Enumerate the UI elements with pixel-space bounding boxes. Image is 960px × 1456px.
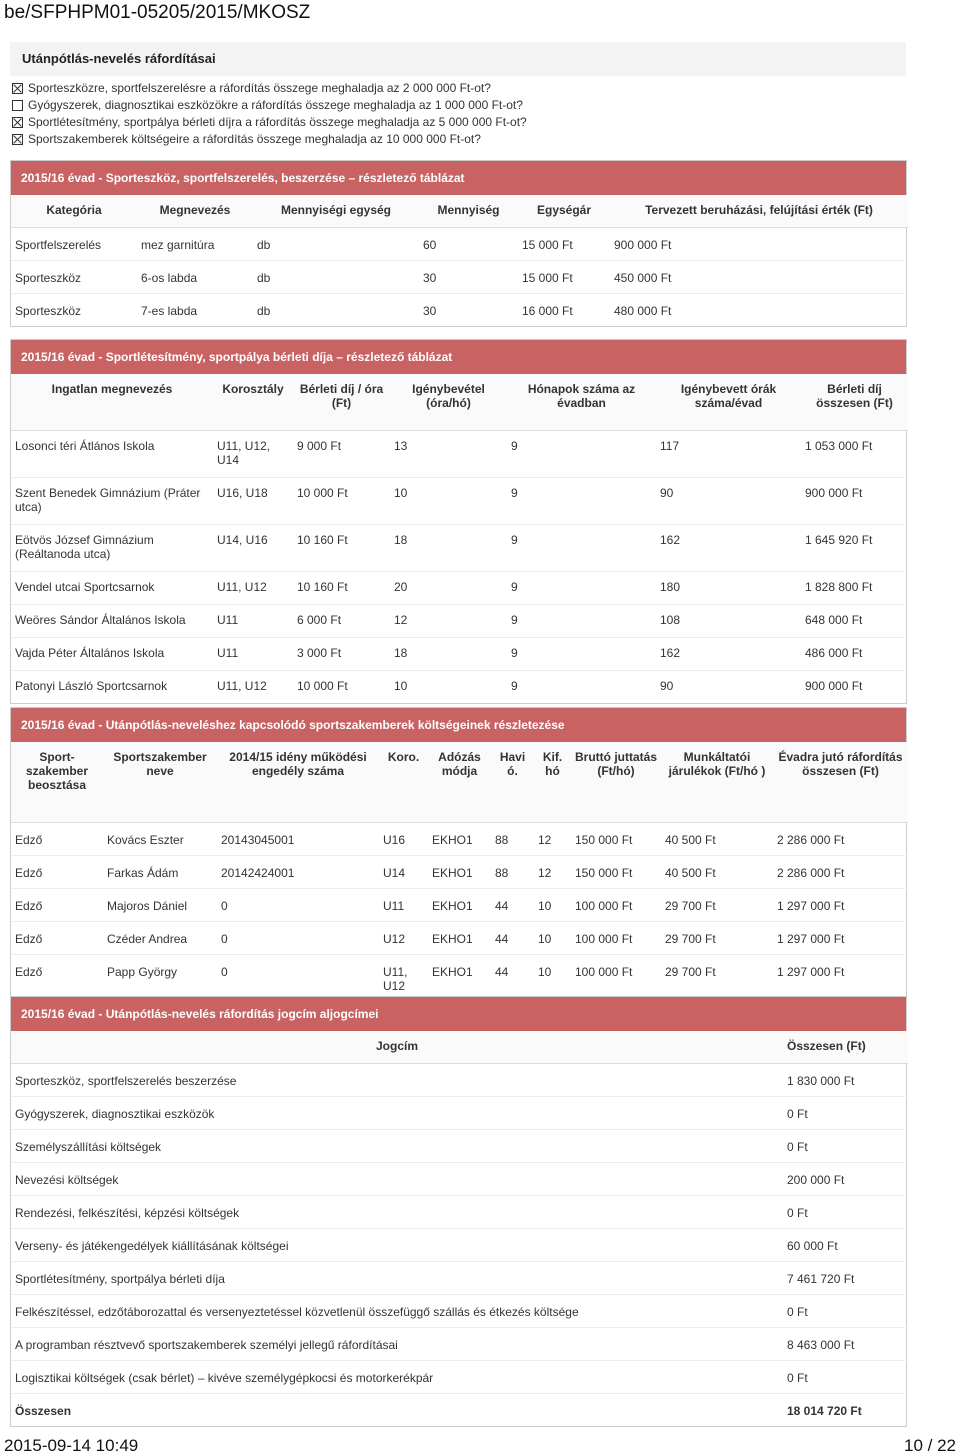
table-cell: 12 — [534, 855, 571, 888]
table-cell: Farkas Ádám — [103, 855, 217, 888]
table-cell: 10 160 Ft — [293, 524, 390, 571]
table-cell: 486 000 Ft — [801, 637, 908, 670]
table-cell: U14, U16 — [213, 524, 293, 571]
table-cell: EKHO1 — [428, 921, 491, 954]
table-cell: 88 — [491, 822, 534, 855]
table-cell: Papp György — [103, 954, 217, 999]
table-cell: Logisztikai költségek (csak bérlet) – kivéve személygépkocsi és motorkerékpár — [11, 1360, 783, 1393]
table-cell: Gyógyszerek, diagnosztikai eszközök — [11, 1096, 783, 1129]
check-row — [12, 80, 527, 97]
table-cell: 0 — [217, 921, 379, 954]
table-cell: 16 000 Ft — [518, 293, 610, 326]
table-cell: U11 — [213, 604, 293, 637]
table-cell: 9 — [507, 571, 656, 604]
table-cell: Rendezési, felkészítési, képzési költségek — [11, 1195, 783, 1228]
table-cell: 150 000 Ft — [571, 855, 661, 888]
table-cell: EKHO1 — [428, 822, 491, 855]
table-cell: 90 — [656, 670, 801, 703]
table-title: 2015/16 évad - Sportlétesítmény, sportpálya bérleti díja – részletező táblázat — [11, 340, 906, 374]
table-cell: 29 700 Ft — [661, 921, 773, 954]
table-cell: 0 — [217, 954, 379, 999]
column-header: Kategória — [11, 195, 137, 227]
table-cell: Sporteszköz, sportfelszerelés beszerzése — [11, 1063, 783, 1096]
column-header: Megnevezés — [137, 195, 253, 227]
table-cell: 450 000 Ft — [610, 260, 908, 293]
table-title: 2015/16 évad - Utánpótlás-neveléshez kapcsolódó sportszakemberek költségeinek részletezése — [11, 708, 906, 742]
table-cell: U11 — [379, 888, 428, 921]
table-cell: 100 000 Ft — [571, 921, 661, 954]
check-label: Sportszakemberek költségeire a ráfordítás összege meghaladja az 10 000 000 Ft-ot? — [28, 132, 481, 146]
table-cell: 0 Ft — [783, 1195, 908, 1228]
table-cell: Összesen — [11, 1393, 783, 1426]
table-cell: EKHO1 — [428, 954, 491, 999]
table-cell: 200 000 Ft — [783, 1162, 908, 1195]
table-cell: 3 000 Ft — [293, 637, 390, 670]
table-cell: 13 — [390, 430, 507, 477]
column-header: Sport-szakember beosztása — [11, 742, 103, 822]
table-row — [11, 1228, 908, 1261]
column-header: Bérleti díj összesen (Ft) — [801, 374, 908, 430]
table-cell: 900 000 Ft — [801, 477, 908, 524]
table-cell: 162 — [656, 637, 801, 670]
table-cell: 10 — [534, 888, 571, 921]
table-cell: 30 — [419, 293, 518, 326]
table-cell: 0 Ft — [783, 1129, 908, 1162]
table-cell: Edző — [11, 954, 103, 999]
table-cell: 0 Ft — [783, 1294, 908, 1327]
table-cell: 1 297 000 Ft — [773, 954, 908, 999]
table-cell: Edző — [11, 921, 103, 954]
table-cell: 29 700 Ft — [661, 954, 773, 999]
table-cell: 8 463 000 Ft — [783, 1327, 908, 1360]
table-cell: 88 — [491, 855, 534, 888]
table-cell: 10 160 Ft — [293, 571, 390, 604]
table-header-row — [11, 742, 908, 822]
column-header: Sportszakember neve — [103, 742, 217, 822]
table-cell: Kovács Eszter — [103, 822, 217, 855]
table-cell: 0 Ft — [783, 1096, 908, 1129]
table-cell: 108 — [656, 604, 801, 637]
column-header: Hónapok száma az évadban — [507, 374, 656, 430]
page-number: 10 / 22 — [904, 1436, 956, 1455]
column-header: Kif. hó — [534, 742, 571, 822]
table-cell: Vendel utcai Sportcsarnok — [11, 571, 213, 604]
table-cell: Nevezési költségek — [11, 1162, 783, 1195]
table-cell: 7 461 720 Ft — [783, 1261, 908, 1294]
table-cell: Vajda Péter Általános Iskola — [11, 637, 213, 670]
table-cell: 150 000 Ft — [571, 822, 661, 855]
check-row — [12, 114, 527, 131]
total-row — [11, 1393, 908, 1426]
check-label: Sportlétesítmény, sportpálya bérleti díjra a ráfordítás összege meghaladja az 5 000 000 Ft-ot? — [28, 115, 527, 129]
checked-box-icon — [12, 83, 23, 94]
table-cell: U14 — [379, 855, 428, 888]
table-row — [11, 571, 908, 604]
table-cell: db — [253, 227, 419, 260]
check-label: Sporteszközre, sportfelszerelésre a ráfordítás összege meghaladja az 2 000 000 Ft-ot? — [28, 81, 491, 95]
column-header: Bruttó juttatás (Ft/hó) — [571, 742, 661, 822]
check-row — [12, 97, 527, 114]
table-cell: 20142424001 — [217, 855, 379, 888]
column-header: Mennyiség — [419, 195, 518, 227]
table-cell: 10 — [390, 670, 507, 703]
table-cell: 10 — [534, 954, 571, 999]
table-cell: EKHO1 — [428, 855, 491, 888]
table-cell: Edző — [11, 888, 103, 921]
table-cell: 100 000 Ft — [571, 954, 661, 999]
table-row — [11, 670, 908, 703]
table-cell: 30 — [419, 260, 518, 293]
table-row — [11, 1129, 908, 1162]
column-header: Igénybevétel (óra/hó) — [390, 374, 507, 430]
table-cell: 6-os labda — [137, 260, 253, 293]
facility-rent-table — [10, 339, 907, 704]
check-label: Gyógyszerek, diagnosztikai eszközökre a ráfordítás összege meghaladja az 1 000 000 Ft-ot? — [28, 98, 523, 112]
table-cell: 2 286 000 Ft — [773, 822, 908, 855]
table-cell: 10 — [390, 477, 507, 524]
table-row — [11, 430, 908, 477]
table-cell: 29 700 Ft — [661, 888, 773, 921]
table-cell: 9 — [507, 670, 656, 703]
table-cell: 18 014 720 Ft — [783, 1393, 908, 1426]
table-cell: Verseny- és játékengedélyek kiállításának költségei — [11, 1228, 783, 1261]
table-cell: Patonyi László Sportcsarnok — [11, 670, 213, 703]
table-cell: U12 — [379, 921, 428, 954]
table-row — [11, 1162, 908, 1195]
table-row — [11, 1096, 908, 1129]
table-cell: Felkészítéssel, edzőtáborozattal és versenyeztetéssel közvetlenül összefüggő szállás és étkezés költsége — [11, 1294, 783, 1327]
table-cell: 1 297 000 Ft — [773, 888, 908, 921]
table-cell: db — [253, 260, 419, 293]
table-cell: 2 286 000 Ft — [773, 855, 908, 888]
table-cell: Edző — [11, 855, 103, 888]
table-cell: Weöres Sándor Általános Iskola — [11, 604, 213, 637]
table-cell: 20143045001 — [217, 822, 379, 855]
column-header: Jogcím — [11, 1031, 783, 1063]
table-cell: 9 — [507, 430, 656, 477]
table-cell: Személyszállítási költségek — [11, 1129, 783, 1162]
table-cell: 40 500 Ft — [661, 822, 773, 855]
table-cell: 44 — [491, 888, 534, 921]
column-header: Mennyiségi egység — [253, 195, 419, 227]
table-row — [11, 1360, 908, 1393]
table-cell: 900 000 Ft — [610, 227, 908, 260]
table-cell: U11, U12 — [213, 571, 293, 604]
unchecked-box-icon — [12, 100, 23, 111]
table-row — [11, 822, 908, 855]
table-cell: Losonci téri Átlános Iskola — [11, 430, 213, 477]
table-cell: 44 — [491, 921, 534, 954]
table-cell: U16 — [379, 822, 428, 855]
table-row — [11, 1294, 908, 1327]
checklist — [12, 80, 527, 148]
table-row — [11, 637, 908, 670]
table-cell: U16, U18 — [213, 477, 293, 524]
table-cell: Sporteszköz — [11, 293, 137, 326]
table-row — [11, 1195, 908, 1228]
table-cell: Czéder Andrea — [103, 921, 217, 954]
table-cell: 40 500 Ft — [661, 855, 773, 888]
table-row — [11, 1063, 908, 1096]
table-cell: 480 000 Ft — [610, 293, 908, 326]
column-header: 2014/15 idény működési engedély száma — [217, 742, 379, 822]
cost-category-table — [10, 996, 907, 1427]
table-cell: 12 — [390, 604, 507, 637]
table-cell: 117 — [656, 430, 801, 477]
column-header: Munkáltatói járulékok (Ft/hó ) — [661, 742, 773, 822]
table-cell: 60 — [419, 227, 518, 260]
section-title: Utánpótlás-nevelés ráfordításai — [10, 42, 906, 76]
table-cell: 9 000 Ft — [293, 430, 390, 477]
column-header: Ingatlan megnevezés — [11, 374, 213, 430]
table-cell: 15 000 Ft — [518, 260, 610, 293]
table-cell: 0 Ft — [783, 1360, 908, 1393]
table-cell: Eötvös József Gimnázium (Reáltanoda utca) — [11, 524, 213, 571]
table-cell: db — [253, 293, 419, 326]
table-cell: 7-es labda — [137, 293, 253, 326]
checked-box-icon — [12, 134, 23, 145]
table-cell: 1 297 000 Ft — [773, 921, 908, 954]
table-row — [11, 260, 908, 293]
table-title: 2015/16 évad - Sporteszköz, sportfelszerelés, beszerzése – részletező táblázat — [11, 161, 906, 195]
column-header: Adózás módja — [428, 742, 491, 822]
table-cell: 6 000 Ft — [293, 604, 390, 637]
table-title: 2015/16 évad - Utánpótlás-nevelés ráfordítás jogcím aljogcímei — [11, 997, 906, 1031]
table-cell: Majoros Dániel — [103, 888, 217, 921]
check-row — [12, 131, 527, 148]
equipment-table — [10, 160, 907, 327]
table-cell: 9 — [507, 477, 656, 524]
table-cell: 1 828 800 Ft — [801, 571, 908, 604]
table-cell: U11, U12 — [379, 954, 428, 999]
table-cell: 60 000 Ft — [783, 1228, 908, 1261]
table-cell: A programban résztvevő sportszakemberek személyi jellegű ráfordításai — [11, 1327, 783, 1360]
table-row — [11, 954, 908, 999]
table-cell: 10 — [534, 921, 571, 954]
table-header-row — [11, 1031, 908, 1063]
table-cell: 1 830 000 Ft — [783, 1063, 908, 1096]
table-cell: Szent Benedek Gimnázium (Práter utca) — [11, 477, 213, 524]
table-cell: Edző — [11, 822, 103, 855]
table-cell: mez garnitúra — [137, 227, 253, 260]
column-header: Egységár — [518, 195, 610, 227]
table-row — [11, 921, 908, 954]
table-cell: Sporteszköz — [11, 260, 137, 293]
table-row — [11, 227, 908, 260]
table-row — [11, 604, 908, 637]
column-header: Évadra jutó ráfordítás összesen (Ft) — [773, 742, 908, 822]
column-header: Koro. — [379, 742, 428, 822]
checked-box-icon — [12, 117, 23, 128]
document-title: be/SFPHPM01-05205/2015/MKOSZ — [4, 2, 311, 23]
table-header-row — [11, 374, 908, 430]
table-cell: Sportlétesítmény, sportpálya bérleti díja — [11, 1261, 783, 1294]
table-cell: 1 645 920 Ft — [801, 524, 908, 571]
table-row — [11, 1327, 908, 1360]
table-cell: 1 053 000 Ft — [801, 430, 908, 477]
table-cell: 10 000 Ft — [293, 477, 390, 524]
table-row — [11, 293, 908, 326]
table-cell: 12 — [534, 822, 571, 855]
table-cell: 162 — [656, 524, 801, 571]
table-cell: 15 000 Ft — [518, 227, 610, 260]
table-cell: 9 — [507, 604, 656, 637]
print-timestamp: 2015-09-14 10:49 — [4, 1436, 139, 1455]
table-cell: 9 — [507, 637, 656, 670]
column-header: Tervezett beruházási, felújítási érték (Ft) — [610, 195, 908, 227]
table-cell: 90 — [656, 477, 801, 524]
table-cell: 44 — [491, 954, 534, 999]
table-cell: 18 — [390, 637, 507, 670]
column-header: Bérleti díj / óra (Ft) — [293, 374, 390, 430]
table-row — [11, 855, 908, 888]
table-header-row — [11, 195, 908, 227]
table-cell: U11 — [213, 637, 293, 670]
column-header: Korosztály — [213, 374, 293, 430]
table-cell: U11, U12, U14 — [213, 430, 293, 477]
column-header: Havi ó. — [491, 742, 534, 822]
table-row — [11, 1261, 908, 1294]
table-cell: 10 000 Ft — [293, 670, 390, 703]
table-cell: 9 — [507, 524, 656, 571]
table-cell: 900 000 Ft — [801, 670, 908, 703]
table-cell: 180 — [656, 571, 801, 604]
table-cell: EKHO1 — [428, 888, 491, 921]
table-cell: 648 000 Ft — [801, 604, 908, 637]
table-row — [11, 524, 908, 571]
staff-cost-table — [10, 707, 907, 1000]
table-cell: 18 — [390, 524, 507, 571]
table-cell: 20 — [390, 571, 507, 604]
column-header: Igénybevett órák száma/évad — [656, 374, 801, 430]
table-row — [11, 477, 908, 524]
table-cell: 0 — [217, 888, 379, 921]
table-cell: U11, U12 — [213, 670, 293, 703]
column-header: Összesen (Ft) — [783, 1031, 908, 1063]
table-cell: Sportfelszerelés — [11, 227, 137, 260]
table-row — [11, 888, 908, 921]
table-cell: 100 000 Ft — [571, 888, 661, 921]
